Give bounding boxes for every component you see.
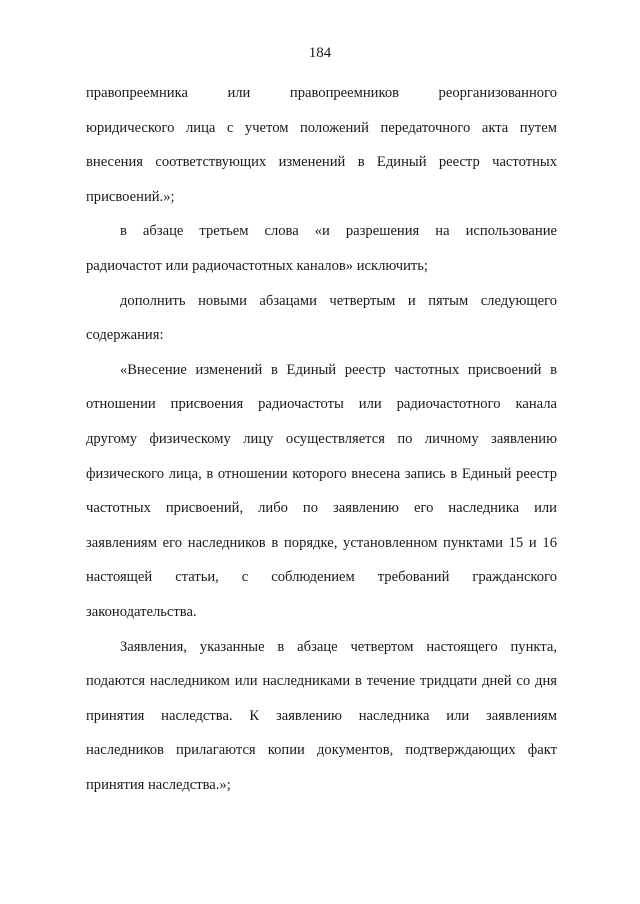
page-number: 184 (308, 45, 332, 61)
text-line: юридического лица с учетом положений передаточного акта путем (86, 119, 557, 136)
text-line: другому физическому лицу осуществляется по личному заявлению (86, 430, 557, 447)
text-line: законодательства. (86, 603, 197, 620)
text-line: настоящей статьи, с соблюдением требований гражданского (86, 569, 557, 586)
text-line: заявлениям его наследников в порядке, установленном пунктами 15 и 16 (86, 534, 557, 551)
text-line: «Внесение изменений в Единый реестр частотных присвоений в (120, 361, 557, 378)
text-line: Заявления, указанные в абзаце четвертом настоящего пункта, (120, 638, 557, 655)
text-line: радиочастот или радиочастотных каналов» исключить; (86, 257, 428, 274)
text-line: правопреемника или правопреемников реорганизованного (86, 85, 557, 101)
text-line: физического лица, в отношении которого внесена запись в Единый реестр (86, 465, 557, 482)
text-line: дополнить новыми абзацами четвертым и пятым следующего (120, 292, 557, 309)
text-line: наследников прилагаются копии документов, подтверждающих факт (86, 742, 557, 759)
text-line: частотных присвоений, либо по заявлению его наследника или (86, 500, 557, 517)
text-line: содержания: (86, 327, 164, 344)
text-line: присвоений.»; (86, 188, 175, 205)
text-line: в абзаце третьем слова «и разрешения на использование (120, 223, 557, 240)
text-line: принятия наследства. К заявлению наследника или заявлениям (86, 707, 557, 724)
document-body (86, 76, 557, 802)
text-line: принятия наследства.»; (86, 776, 231, 793)
text-line: внесения соответствующих изменений в Единый реестр частотных (86, 154, 557, 171)
text-line: подаются наследником или наследниками в течение тридцати дней со дня (86, 673, 557, 690)
text-line: отношении присвоения радиочастоты или радиочастотного канала (86, 396, 557, 413)
